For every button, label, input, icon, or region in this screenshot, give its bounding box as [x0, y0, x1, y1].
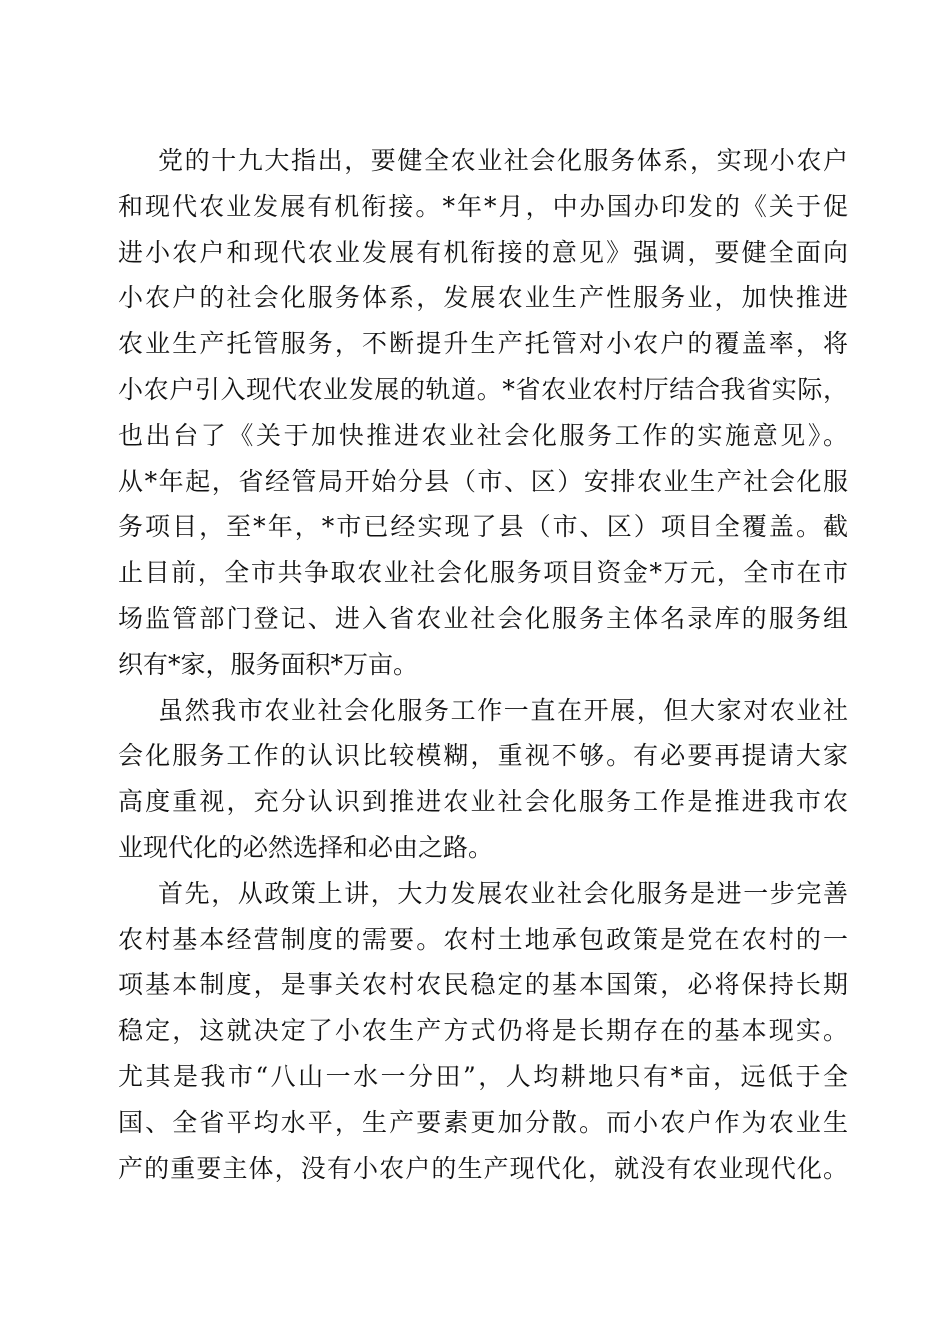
paragraph-line: 也出台了《关于加快推进农业社会化服务工作的实施意见》。 [118, 420, 848, 450]
paragraph-line: 织有*家，服务面积*万亩。 [118, 649, 419, 679]
paragraph-line: 务项目，至*年，*市已经实现了县（市、区）项目全覆盖。截 [118, 512, 848, 542]
paragraph-2 [118, 688, 848, 871]
paragraph-line: 尤其是我市“八山一水一分田”，人均耕地只有*亩，远低于全 [118, 1061, 848, 1091]
paragraph-line: 农村基本经营制度的需要。农村土地承包政策是党在农村的一 [118, 924, 848, 954]
paragraph-line: 和现代农业发展有机衔接。*年*月，中办国办印发的《关于促 [118, 191, 848, 221]
document-body [118, 138, 848, 1191]
paragraph-1 [118, 138, 848, 688]
paragraph-line: 进小农户和现代农业发展有机衔接的意见》强调，要健全面向 [118, 237, 848, 267]
paragraph-line: 小农户引入现代农业发展的轨道。*省农业农村厅结合我省实际， [118, 374, 848, 404]
paragraph-line: 业现代化的必然选择和必由之路。 [118, 832, 494, 862]
paragraph-line: 稳定，这就决定了小农生产方式仍将是长期存在的基本现实。 [118, 1016, 848, 1046]
paragraph-line: 从*年起，省经管局开始分县（市、区）安排农业生产社会化服 [118, 466, 848, 496]
paragraph-line: 场监管部门登记、进入省农业社会化服务主体名录库的服务组 [118, 603, 848, 633]
paragraph-line: 虽然我市农业社会化服务工作一直在开展，但大家对农业社 [158, 695, 848, 725]
paragraph-line: 项基本制度，是事关农村农民稳定的基本国策，必将保持长期 [118, 970, 848, 1000]
paragraph-line: 会化服务工作的认识比较模糊，重视不够。有必要再提请大家 [118, 741, 848, 771]
paragraph-3 [118, 871, 848, 1192]
paragraph-line: 首先，从政策上讲，大力发展农业社会化服务是进一步完善 [158, 878, 848, 908]
paragraph-line: 小农户的社会化服务体系，发展农业生产性服务业，加快推进 [118, 283, 848, 313]
paragraph-line: 高度重视，充分认识到推进农业社会化服务工作是推进我市农 [118, 787, 848, 817]
paragraph-line: 农业生产托管服务，不断提升生产托管对小农户的覆盖率，将 [118, 329, 848, 359]
paragraph-line: 国、全省平均水平，生产要素更加分散。而小农户作为农业生 [118, 1107, 848, 1137]
paragraph-line: 党的十九大指出，要健全农业社会化服务体系，实现小农户 [158, 146, 848, 175]
paragraph-line: 止目前，全市共争取农业社会化服务项目资金*万元，全市在市 [118, 558, 848, 588]
paragraph-line: 产的重要主体，没有小农户的生产现代化，就没有农业现代化。 [118, 1153, 848, 1183]
